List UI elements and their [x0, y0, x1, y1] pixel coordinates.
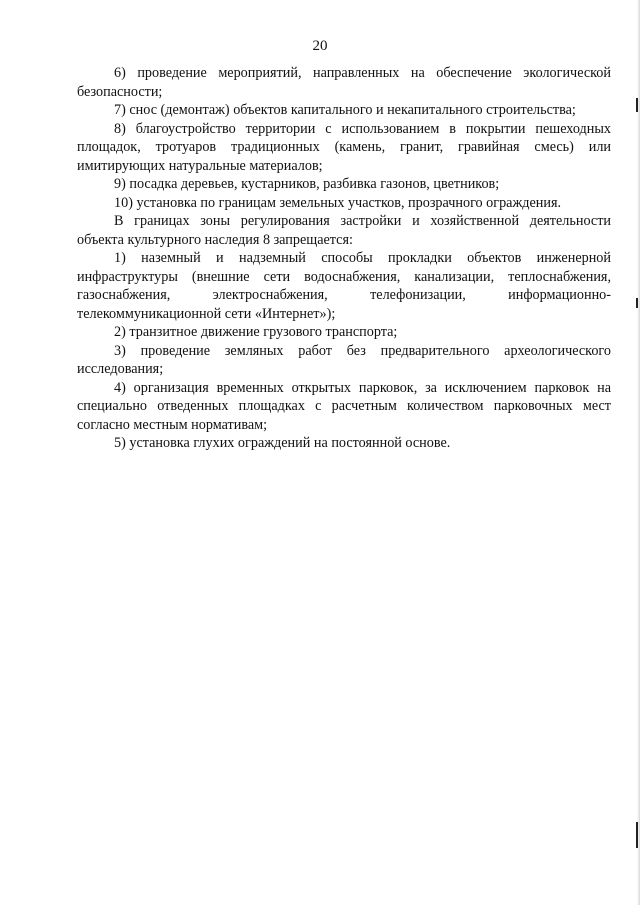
list-item-6: 6) проведение мероприятий, направленных на обеспечение экологической безопасности; — [77, 65, 611, 100]
prohibition-item-4: 4) организация временных открытых парковок, за исключением парковок на специально отведенных площадках с расчетным количеством парковочных мест согласно местным нормативам; — [77, 379, 611, 433]
scan-artifact — [636, 298, 638, 308]
section-intro: В границах зоны регулирования застройки и хозяйственной деятельности объекта культурного наследия 8 запрещается: — [77, 213, 611, 248]
list-item-8: 8) благоустройство территории с использованием в покрытии пешеходных площадок, тротуаров традиционных (камень, гранит, гравийная смесь) или имитирующих натуральные материалов; — [77, 120, 611, 174]
prohibition-item-1: 1) наземный и надземный способы прокладки объектов инженерной инфраструктуры (внешние сети водоснабжения, канализации, теплоснабжения, газоснабжения, электроснабжения, телефонизации, информационно-телекоммуникационной сети «Интернет»); — [77, 250, 611, 322]
list-item-9: 9) посадка деревьев, кустарников, разбивка газонов, цветников; — [114, 176, 500, 192]
prohibition-item-5: 5) установка глухих ограждений на постоянной основе. — [114, 435, 451, 451]
prohibition-item-2: 2) транзитное движение грузового транспорта; — [114, 324, 398, 340]
scan-artifact — [636, 98, 638, 112]
prohibition-item-3: 3) проведение земляных работ без предварительного археологического исследования; — [77, 342, 611, 377]
list-item-10: 10) установка по границам земельных участков, прозрачного ограждения. — [114, 194, 562, 211]
scan-artifact — [636, 822, 638, 848]
list-item-7: 7) снос (демонтаж) объектов капитального и некапитального строительства; — [114, 102, 576, 118]
document-body — [77, 64, 611, 453]
page-number: 20 — [312, 38, 328, 54]
